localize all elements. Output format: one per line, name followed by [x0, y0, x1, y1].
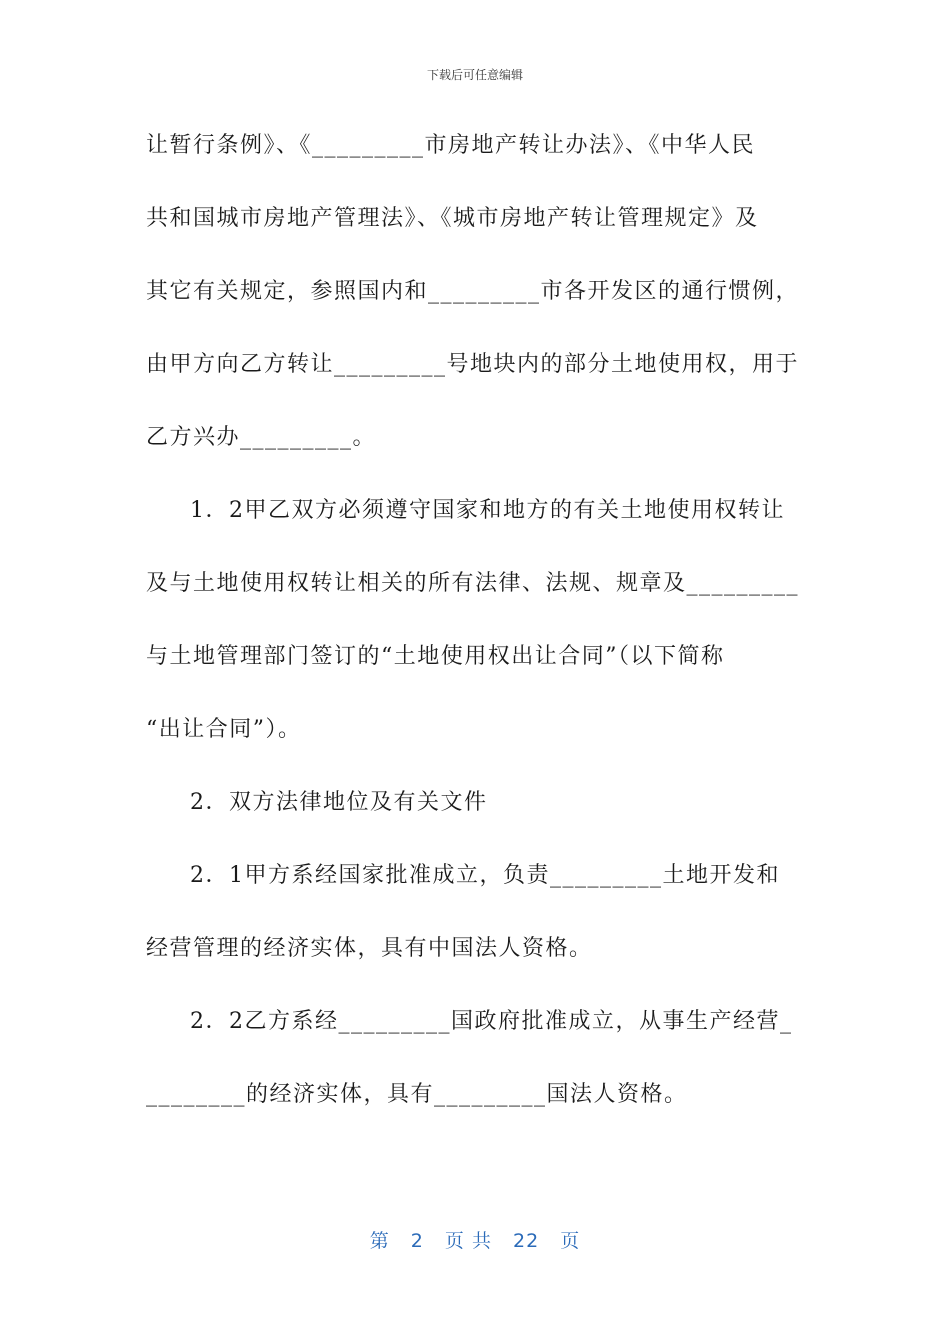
text-line: 2．1甲方系经国家批准成立，负责_________土地开发和	[190, 863, 780, 888]
text-line: 让暂行条例》、《_________市房地产转让办法》、《中华人民	[146, 133, 756, 158]
text-line: 共和国城市房地产管理法》、《城市房地产转让管理规定》及	[146, 206, 759, 231]
page-prefix: 第	[369, 1230, 390, 1252]
text-line: 乙方兴办_________。	[146, 425, 377, 450]
page-current: 2	[410, 1230, 424, 1252]
page-middle: 页 共	[444, 1230, 492, 1252]
text-line: “出让合同”）。	[146, 717, 302, 742]
header-note: 下载后可任意编辑	[426, 68, 523, 82]
page-suffix: 页	[560, 1230, 581, 1252]
text-line: 其它有关规定，参照国内和_________市各开发区的通行惯例，	[146, 279, 800, 304]
document-body	[146, 124, 816, 1146]
text-line: 由甲方向乙方转让_________号地块内的部分土地使用权，用于	[146, 352, 800, 377]
text-line: 1．2甲乙双方必须遵守国家和地方的有关土地使用权转让	[190, 498, 785, 523]
section-heading: 2．双方法律地位及有关文件	[190, 790, 488, 815]
text-line: 2．2乙方系经_________国政府批准成立，从事生产经营_	[190, 1009, 793, 1034]
page-total: 22	[513, 1230, 540, 1252]
text-line: 经营管理的经济实体，具有中国法人资格。	[146, 936, 593, 961]
page-number-footer	[0, 1226, 950, 1253]
text-line: 与土地管理部门签订的“土地使用权出让合同”（以下简称	[146, 644, 725, 669]
text-line: ________的经济实体，具有_________国法人资格。	[146, 1082, 688, 1107]
text-line: 及与土地使用权转让相关的所有法律、法规、规章及_________	[146, 571, 800, 596]
